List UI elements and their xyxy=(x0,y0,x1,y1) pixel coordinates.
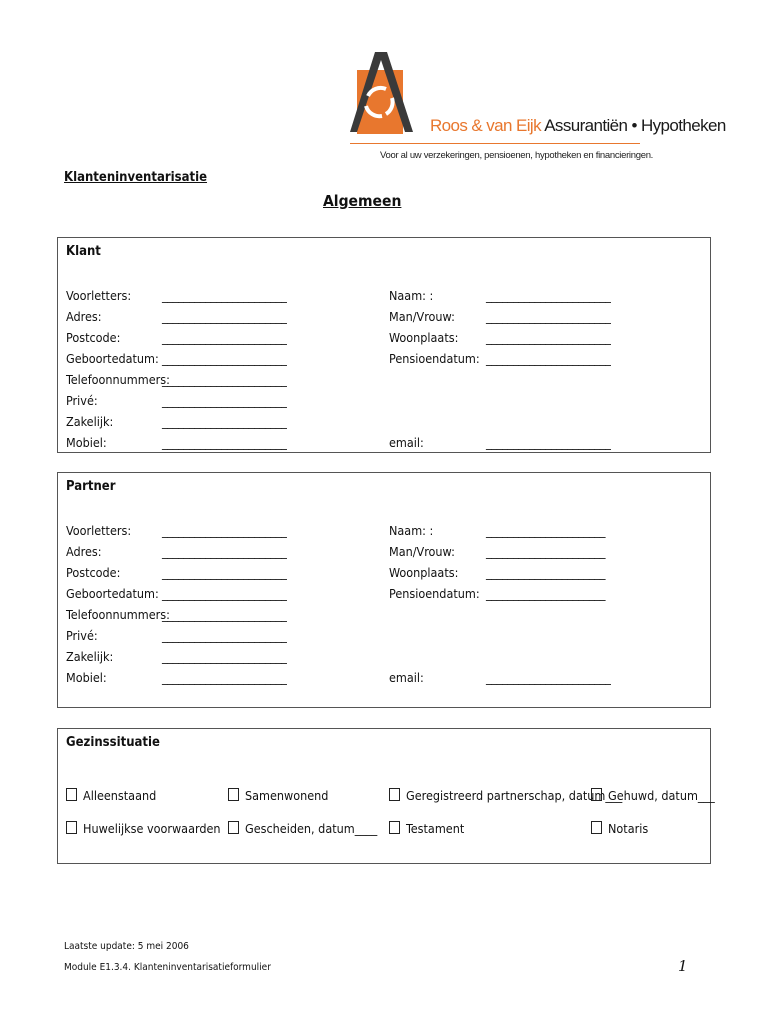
option-alleenstaand[interactable] xyxy=(66,788,156,803)
option-label: Geregistreerd partnerschap, datum___ xyxy=(406,788,623,803)
input-line[interactable]: _______________________ xyxy=(486,309,611,324)
field-label: Man/Vrouw: xyxy=(389,309,455,324)
checkbox-icon[interactable] xyxy=(591,788,602,801)
field-label: Mobiel: xyxy=(66,435,107,450)
field-label: Woonplaats: xyxy=(389,565,459,580)
field-label: email: xyxy=(389,435,424,450)
tagline: Voor al uw verzekeringen, pensioenen, hypotheken en financieringen. xyxy=(380,150,654,161)
option-gescheiden[interactable] xyxy=(228,821,377,836)
field-label: Telefoonnummers: xyxy=(66,372,170,387)
field-label: Voorletters: xyxy=(66,523,132,538)
checkbox-icon[interactable] xyxy=(389,821,400,834)
section-title: Gezinssituatie xyxy=(66,735,160,750)
brand-name-primary: Roos & van Eijk xyxy=(430,116,541,135)
input-line[interactable]: _______________________ xyxy=(486,670,611,685)
input-line[interactable]: _______________________ xyxy=(162,414,287,429)
input-line[interactable]: _______________________ xyxy=(162,523,287,538)
input-line[interactable]: _______________________ xyxy=(486,351,611,366)
field-label: Man/Vrouw: xyxy=(389,544,455,559)
checkbox-icon[interactable] xyxy=(66,821,77,834)
field-label: Adres: xyxy=(66,544,102,559)
option-notaris[interactable] xyxy=(591,821,648,836)
field-label: Pensioendatum: xyxy=(389,351,480,366)
option-gehuwd[interactable] xyxy=(591,788,715,803)
last-update: Laatste update: 5 mei 2006 xyxy=(64,941,189,952)
option-label: Alleenstaand xyxy=(83,788,157,803)
field-label: Geboortedatum: xyxy=(66,351,159,366)
field-label: Postcode: xyxy=(66,565,121,580)
field-label: Geboortedatum: xyxy=(66,586,159,601)
input-line[interactable]: _______________________ xyxy=(162,330,287,345)
section-title: Partner xyxy=(66,479,116,494)
brand-name xyxy=(430,116,726,136)
input-line[interactable]: _______________________ xyxy=(162,393,287,408)
field-label: Voorletters: xyxy=(66,288,132,303)
option-geregistreerd-partnerschap[interactable] xyxy=(389,788,622,803)
field-label: Naam: : xyxy=(389,523,434,538)
input-line[interactable]: _______________________ xyxy=(162,565,287,580)
field-label: Pensioendatum: xyxy=(389,586,480,601)
field-label: Postcode: xyxy=(66,330,121,345)
option-label: Notaris xyxy=(608,821,649,836)
field-label: Adres: xyxy=(66,309,102,324)
input-line[interactable]: _______________________ xyxy=(162,607,287,622)
field-label: email: xyxy=(389,670,424,685)
field-label: Woonplaats: xyxy=(389,330,459,345)
page-title: Algemeen xyxy=(323,192,402,210)
option-label: Huwelijkse voorwaarden xyxy=(83,821,221,836)
checkbox-icon[interactable] xyxy=(66,788,77,801)
input-line[interactable]: _______________________ xyxy=(162,628,287,643)
field-label: Privé: xyxy=(66,393,98,408)
checkbox-icon[interactable] xyxy=(228,821,239,834)
field-label: Zakelijk: xyxy=(66,414,114,429)
input-line[interactable]: ______________________ xyxy=(486,544,606,559)
input-line[interactable]: _______________________ xyxy=(162,309,287,324)
input-line[interactable]: ______________________ xyxy=(486,586,606,601)
input-line[interactable]: _______________________ xyxy=(486,330,611,345)
checkbox-icon[interactable] xyxy=(591,821,602,834)
field-label: Zakelijk: xyxy=(66,649,114,664)
gezinssituatie-section xyxy=(57,728,715,864)
input-line[interactable]: _______________________ xyxy=(162,372,287,387)
option-samenwonend[interactable] xyxy=(228,788,328,803)
header-divider xyxy=(350,143,640,144)
option-label: Testament xyxy=(406,821,465,836)
field-label: Telefoonnummers: xyxy=(66,607,170,622)
klant-section xyxy=(57,237,711,453)
partner-section xyxy=(57,472,711,708)
input-line[interactable]: ______________________ xyxy=(486,523,606,538)
checkbox-icon[interactable] xyxy=(389,788,400,801)
input-line[interactable]: _______________________ xyxy=(486,288,611,303)
option-label: Samenwonend xyxy=(245,788,329,803)
field-label: Privé: xyxy=(66,628,98,643)
field-label: Mobiel: xyxy=(66,670,107,685)
input-line[interactable]: _______________________ xyxy=(162,649,287,664)
option-huwelijkse-voorwaarden[interactable] xyxy=(66,821,221,836)
input-line[interactable]: ______________________ xyxy=(486,565,606,580)
section-title: Klant xyxy=(66,244,101,259)
page-number: 1 xyxy=(678,957,688,975)
input-line[interactable]: _______________________ xyxy=(162,351,287,366)
input-line[interactable]: _______________________ xyxy=(162,544,287,559)
input-line[interactable]: _______________________ xyxy=(162,670,287,685)
brand-name-secondary: Assurantiën • Hypotheken xyxy=(544,116,726,135)
input-line[interactable]: _______________________ xyxy=(162,435,287,450)
option-label: Gehuwd, datum___ xyxy=(608,788,715,803)
document-type: Klanteninventarisatie xyxy=(64,170,208,185)
field-label: Naam: : xyxy=(389,288,434,303)
company-logo xyxy=(345,50,645,165)
input-line[interactable]: _______________________ xyxy=(162,288,287,303)
input-line[interactable]: _______________________ xyxy=(162,586,287,601)
checkbox-icon[interactable] xyxy=(228,788,239,801)
module-name: Module E1.3.4. Klanteninventarisatieformulier xyxy=(64,962,271,973)
input-line[interactable]: _______________________ xyxy=(486,435,611,450)
option-testament[interactable] xyxy=(389,821,464,836)
option-label: Gescheiden, datum____ xyxy=(245,821,378,836)
